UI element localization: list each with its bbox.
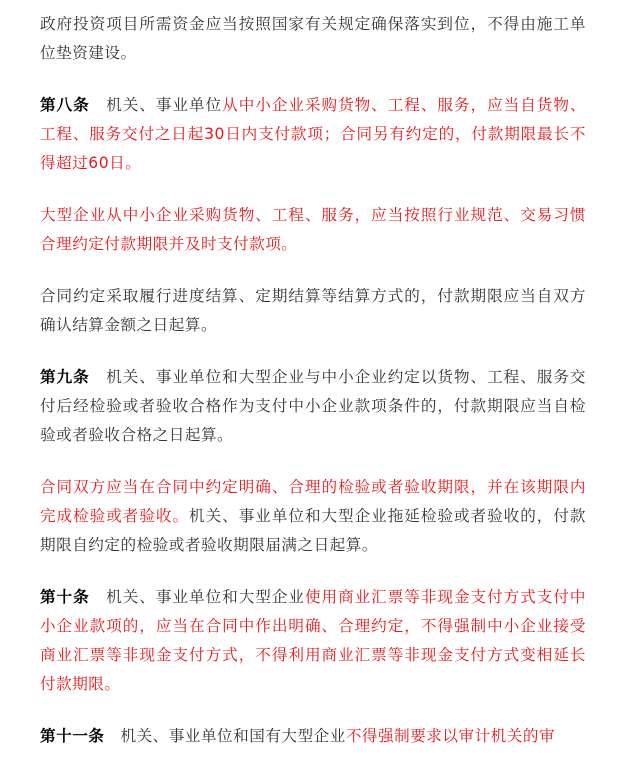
paragraph-settlement-terms: [40, 282, 586, 340]
article-8-highlight: 从中小企业采购货物、工程、服务，应当自货物、工程、服务交付之日起30日内支付款项；合同另有约定的，付款期限最长不得超过60日。: [40, 96, 586, 172]
paragraph-article-9: [40, 363, 586, 450]
paragraph-article-11: [40, 722, 586, 751]
paragraph-inspection-period: [40, 473, 586, 560]
article-9-body: 机关、事业单位和大型企业与中小企业约定以货物、工程、服务交付后经检验或者验收合格作为支付中小企业款项条件的，付款期限应当自检验或者验收合格之日起算。: [40, 368, 586, 444]
article-11-highlight: 不得强制要求以审计机关的审: [345, 727, 556, 745]
paragraph-funding-guarantee: [40, 10, 586, 68]
article-8-heading: 第八条: [40, 96, 90, 114]
article-10-subject: 机关、事业单位和大型企业: [89, 588, 305, 606]
article-11-subject: 机关、事业单位和国有大型企业: [104, 727, 346, 745]
paragraph-text: 政府投资项目所需资金应当按照国家有关规定确保落实到位，不得由施工单位垫资建设。: [40, 15, 586, 62]
paragraph-text: 机关、事业单位和大型企业拖延检验或者验收的，付款期限自约定的检验或者验收期限届满之日起算。: [40, 507, 586, 554]
article-11-heading: 第十一条: [40, 727, 105, 745]
article-body: [40, 10, 586, 774]
paragraph-large-enterprise-terms: [40, 201, 586, 259]
article-8-subject: 机关、事业单位: [89, 96, 223, 114]
article-10-heading: 第十条: [40, 588, 90, 606]
paragraph-article-10: [40, 583, 586, 699]
paragraph-highlight: 合同双方应当在合同中约定明确、合理的检验或者验收期限，并在该期限内完成检验或者验收。: [40, 478, 586, 525]
paragraph-highlight: 大型企业从中小企业采购货物、工程、服务，应当按照行业规范、交易习惯合理约定付款期限并及时支付款项。: [40, 206, 586, 253]
article-9-heading: 第九条: [40, 368, 90, 386]
paragraph-text: 合同约定采取履行进度结算、定期结算等结算方式的，付款期限应当自双方确认结算金额之日起算。: [40, 287, 586, 334]
article-10-highlight: 使用商业汇票等非现金支付方式支付中小企业款项的，应当在合同中作出明确、合理约定，不得强制中小企业接受商业汇票等非现金支付方式，不得利用商业汇票等非现金支付方式变相延长付款期限。: [40, 588, 586, 693]
paragraph-article-8: [40, 91, 586, 178]
